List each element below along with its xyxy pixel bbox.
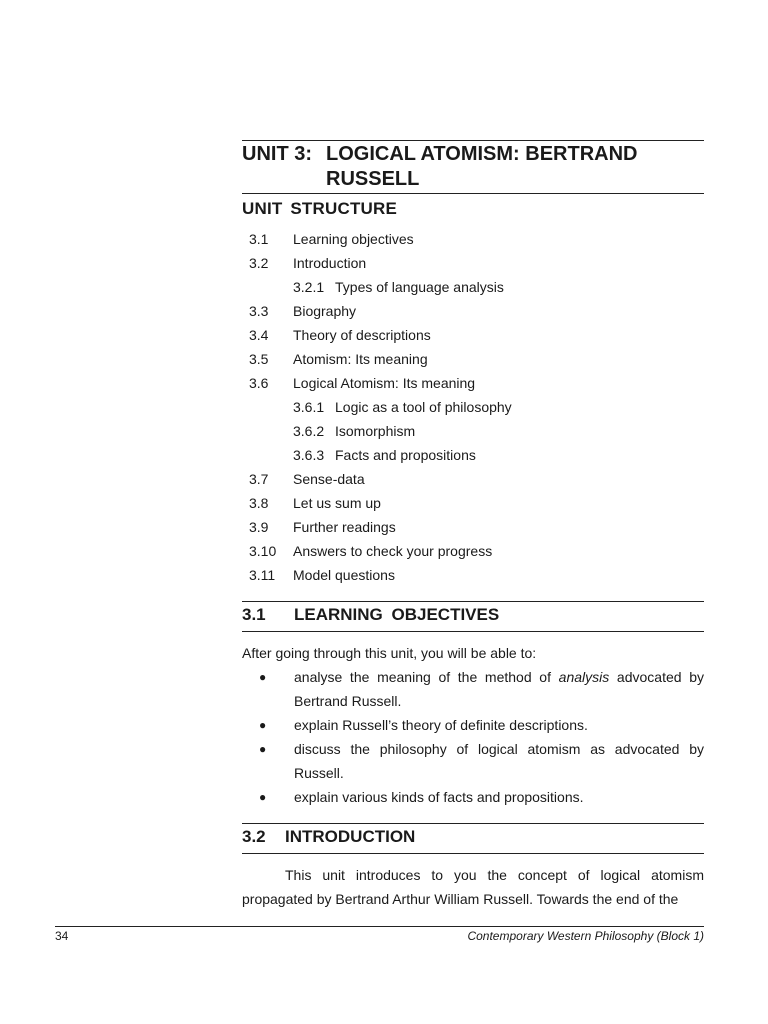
objective-text <box>294 737 704 785</box>
bullet-icon: ● <box>259 742 267 756</box>
toc-item-label: Model questions <box>293 567 395 583</box>
objective-text <box>294 713 704 737</box>
toc-item-label: Theory of descriptions <box>293 327 431 343</box>
toc-item <box>242 227 704 251</box>
toc-item-number: 3.6.1 <box>293 399 325 415</box>
toc-item <box>242 491 704 515</box>
page-number: 34 <box>55 929 69 943</box>
objectives-intro: After going through this unit, you will be able to: <box>242 645 537 661</box>
toc-item <box>242 443 704 467</box>
toc-item <box>242 299 704 323</box>
objective-emphasis: analysis <box>558 669 610 685</box>
section-rule-bottom <box>242 853 704 854</box>
toc-item-label: Logic as a tool of philosophy <box>335 399 512 415</box>
toc-item-label: Logical Atomism: Its meaning <box>293 375 476 391</box>
bullet-icon: ● <box>259 718 267 732</box>
toc-item <box>242 275 704 299</box>
toc-item <box>242 395 704 419</box>
toc-item <box>242 563 704 587</box>
toc-item-label: Isomorphism <box>335 423 416 439</box>
objective-text-part: discuss the philosophy of logical atomism as advocated by Russell. <box>294 741 704 781</box>
toc-item <box>242 347 704 371</box>
objective-text <box>294 665 704 713</box>
objectives-list <box>242 665 704 809</box>
toc-item-number: 3.3 <box>249 303 269 319</box>
objective-text-part: analyse the meaning of the method of <box>294 669 559 685</box>
unit-title: LOGICAL ATOMISM: BERTRAND RUSSELL <box>326 143 638 190</box>
table-of-contents <box>242 227 704 587</box>
toc-item <box>242 539 704 563</box>
toc-item-number: 3.6.3 <box>293 447 325 463</box>
bullet-icon: ● <box>259 670 267 684</box>
toc-item-number: 3.2 <box>249 255 269 271</box>
toc-item <box>242 419 704 443</box>
section-title: LEARNING OBJECTIVES <box>294 605 500 624</box>
section-rule-top <box>242 601 704 602</box>
top-rule <box>242 140 704 141</box>
heading-rule <box>242 193 704 194</box>
toc-item <box>242 371 704 395</box>
toc-item-label: Biography <box>293 303 357 319</box>
unit-number: UNIT 3: <box>242 143 312 165</box>
section-number: 3.1 <box>242 605 266 624</box>
objective-text-part: explain Russell’s theory of definite descriptions. <box>294 717 588 733</box>
toc-item-label: Further readings <box>293 519 396 535</box>
bullet-icon: ● <box>259 790 267 804</box>
section-number: 3.2 <box>242 827 266 846</box>
toc-item <box>242 323 704 347</box>
toc-item-number: 3.1 <box>249 231 269 247</box>
section-rule-top <box>242 823 704 824</box>
toc-item-label: Answers to check your progress <box>293 543 493 559</box>
toc-item-number: 3.5 <box>249 351 269 367</box>
unit-heading <box>242 142 704 192</box>
toc-item-label: Sense-data <box>293 471 365 487</box>
toc-item-number: 3.6 <box>249 375 269 391</box>
toc-item-label: Facts and propositions <box>335 447 476 463</box>
toc-item-number: 3.7 <box>249 471 269 487</box>
section-rule-bottom <box>242 631 704 632</box>
toc-item-label: Types of language analysis <box>335 279 504 295</box>
toc-item <box>242 515 704 539</box>
objective-item <box>242 665 704 713</box>
unit-structure-heading: UNIT STRUCTURE <box>242 199 398 218</box>
objective-item <box>242 785 704 809</box>
toc-item-label: Learning objectives <box>293 231 414 247</box>
toc-item-number: 3.10 <box>249 543 277 559</box>
toc-item-number: 3.4 <box>249 327 269 343</box>
introduction-paragraph: This unit introduces to you the concept of logical atomism propagated by Bertrand Arthur William Russell. Towards the end of the <box>242 867 704 907</box>
toc-item-number: 3.6.2 <box>293 423 325 439</box>
toc-item <box>242 467 704 491</box>
objective-text-part: explain various kinds of facts and propositions. <box>294 789 584 805</box>
toc-item-label: Atomism: Its meaning <box>293 351 428 367</box>
objective-text <box>294 785 704 809</box>
footer-rule <box>55 926 704 927</box>
section-title: INTRODUCTION <box>285 827 416 846</box>
toc-item <box>242 251 704 275</box>
toc-item-label: Introduction <box>293 255 367 271</box>
footer-book-title: Contemporary Western Philosophy (Block 1) <box>467 929 704 943</box>
toc-item-number: 3.11 <box>249 567 276 583</box>
toc-item-number: 3.9 <box>249 519 269 535</box>
toc-item-label: Let us sum up <box>293 495 381 511</box>
toc-item-number: 3.8 <box>249 495 269 511</box>
objective-item <box>242 737 704 785</box>
objective-item <box>242 713 704 737</box>
toc-item-number: 3.2.1 <box>293 279 325 295</box>
objective-text-part: advocated by Bertrand Russell. <box>294 669 704 709</box>
